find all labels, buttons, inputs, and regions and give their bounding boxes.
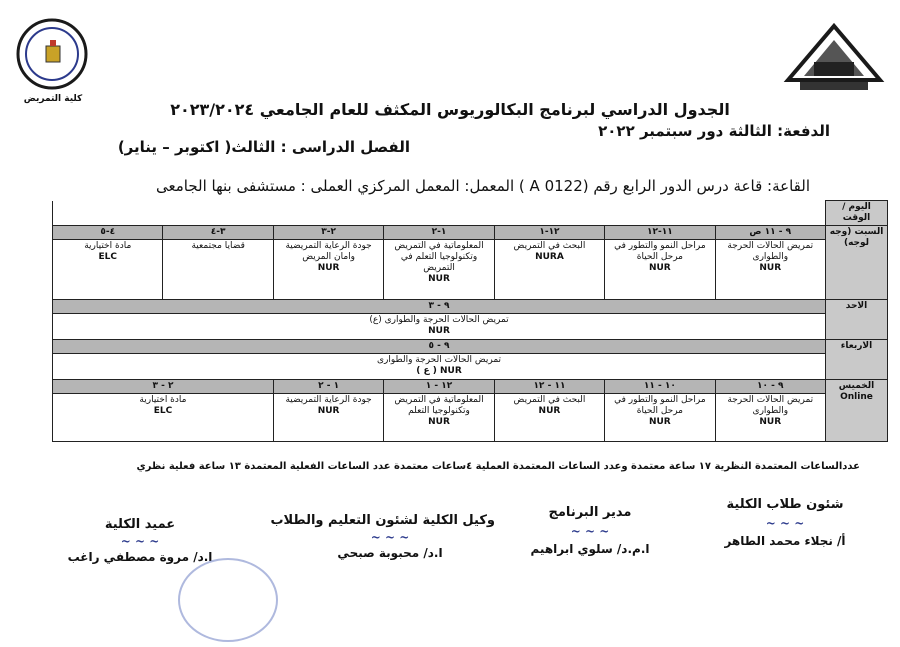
course-cell (605, 240, 715, 300)
corner-header: اليوم / الوقت (826, 201, 888, 226)
table-row (53, 240, 888, 300)
course-name: البحث في التمريض (513, 241, 586, 251)
course-cell (273, 240, 383, 300)
course-code: NUR (428, 417, 450, 427)
course-code: NUR (759, 263, 782, 273)
day-saturday: السبت (وجه لوجه) (826, 226, 888, 300)
signature-block (270, 513, 495, 560)
signature-title: وكيل الكلية لشئون التعليم والطلاب (270, 513, 495, 528)
time-slot: ٩ - ٥ (53, 340, 826, 354)
time-slot: ١ - ٢ (273, 380, 383, 394)
course-code: NUR (648, 263, 671, 273)
signature-title: شئون طلاب الكلية (726, 497, 844, 512)
course-cell (384, 240, 494, 300)
time-slot: ٣-٤ (163, 226, 273, 240)
course-cell (163, 240, 273, 300)
signature-title: مدير البرنامج (548, 505, 632, 520)
course-cell (53, 394, 274, 442)
course-name: جودة الرعاية التمريضية (285, 395, 372, 405)
course-code: NUR (538, 406, 561, 416)
course-name: تمريض الحالات الحرجة والطوارى (727, 241, 814, 262)
logo-caption: كلية التمريض (23, 94, 83, 104)
table-row (53, 314, 888, 340)
official-stamp (178, 558, 278, 642)
course-cell (715, 394, 825, 442)
time-slot: ١٢-١ (494, 226, 604, 240)
time-slot: ١-٢ (384, 226, 494, 240)
course-name: تمريض الحالات الحرجة والطوارى (ع) (369, 315, 509, 325)
table-row (53, 300, 888, 314)
course-cell (273, 394, 383, 442)
table-row (53, 380, 888, 394)
course-cell (715, 240, 825, 300)
signature-block (55, 517, 225, 564)
course-code: NUR ( ع ) (416, 366, 462, 376)
time-slot: ٩ - ١١ ص (715, 226, 825, 240)
time-slot: ١١-١٢ (605, 226, 715, 240)
document-title: الجدول الدراسي لبرنامج البكالوريوس المكثف للعام الجامعي ٢٠٢٣/٢٠٢٤ (170, 100, 730, 119)
course-code: NUR (648, 417, 671, 427)
table-row (53, 340, 888, 354)
day-wednesday: الاربعاء (826, 340, 888, 380)
credit-hours-summary: عددالساعات المعتمدة النظرية ١٧ ساعة معتمدة وعدد الساعات المعتمدة العملية ٤ساعات معتمدة عدد الساعات الفعلية المعتمدة ١٣ ساعة فعلية نظري (136, 461, 860, 472)
handwritten-signature: ~ ~ ~ (570, 524, 610, 538)
course-name: مادة اختيارية (84, 241, 132, 251)
handwritten-signature: ~ ~ ~ (120, 534, 160, 548)
batch-label: الدفعة: الثالثة دور سبتمبر ٢٠٢٢ (598, 122, 830, 140)
time-slot: ٩ - ١٠ (715, 380, 825, 394)
course-name: تمريض الحالات الحرجة والطوارى (376, 355, 502, 365)
day-thursday: الخميس Online (826, 380, 888, 442)
course-cell (494, 240, 604, 300)
time-slot: ٢-٣ (273, 226, 383, 240)
table-row (53, 394, 888, 442)
table-row (53, 226, 888, 240)
signature-name: ا.د/ مروة مصطفي راغب (67, 550, 213, 564)
course-name: المعلوماتية في التمريض وتكنولوجيا التعلم (394, 395, 484, 416)
course-code: ELC (153, 406, 173, 416)
schedule-table (52, 200, 888, 442)
course-cell (605, 394, 715, 442)
handwritten-signature: ~ ~ ~ (765, 516, 805, 530)
time-slot: ٩ - ٣ (53, 300, 826, 314)
time-slot: ١٠ - ١١ (605, 380, 715, 394)
nursing-faculty-logo (14, 14, 92, 108)
signature-block (700, 497, 870, 548)
time-slot: ٢ - ٣ (53, 380, 274, 394)
course-code: NUR (317, 263, 340, 273)
course-code: NUR (428, 326, 450, 336)
benha-university-logo (780, 18, 888, 96)
signature-block (515, 505, 665, 556)
semester-label: الفصل الدراسى : الثالث( اكتوبر – يناير) (117, 138, 410, 156)
signature-title: عميد الكلية (104, 517, 176, 532)
table-row (53, 354, 888, 380)
signature-name: ا.م.د/ سلوي ابراهيم (530, 542, 650, 556)
course-name: جودة الرعاية التمريضية وامان المريض (285, 241, 372, 262)
course-code: NURA (535, 252, 564, 262)
course-cell (53, 240, 163, 300)
signature-name: أ/ نجلاء محمد الطاهر (724, 534, 846, 548)
course-cell (494, 394, 604, 442)
time-slot: ١١ - ١٢ (494, 380, 604, 394)
course-name: مراحل النمو والتطور في مرحل الحياة (614, 241, 706, 262)
day-sunday: الاحد (826, 300, 888, 340)
course-name: تمريض الحالات الحرجة والطوارى (727, 395, 814, 416)
course-code: NUR (428, 274, 450, 284)
course-code: NUR (317, 406, 340, 416)
course-code: NUR (759, 417, 782, 427)
time-slot: ٤-٥ (53, 226, 163, 240)
course-cell (53, 314, 826, 340)
course-name: مراحل النمو والتطور في مرحل الحياة (614, 395, 706, 416)
room-info: القاعة: قاعة درس الدور الرابع رقم (0122 A ) المعمل: المعمل المركزي العملى : مستشفى بنها الجامعى (155, 177, 810, 195)
course-name: قضايا مجتمعية (191, 241, 245, 251)
time-slot: ١٢ - ١ (384, 380, 494, 394)
handwritten-signature: ~ ~ ~ (370, 530, 410, 544)
course-name: مادة اختيارية (139, 395, 187, 405)
course-cell (384, 394, 494, 442)
course-name: المعلوماتية في التمريض وتكنولوجيا التعلم في التمريض (394, 241, 484, 273)
course-cell (53, 354, 826, 380)
course-name: البحث في التمريض (513, 395, 586, 405)
course-code: ELC (98, 252, 117, 262)
signature-name: ا.د/ محبوبة صبحي (337, 546, 443, 560)
